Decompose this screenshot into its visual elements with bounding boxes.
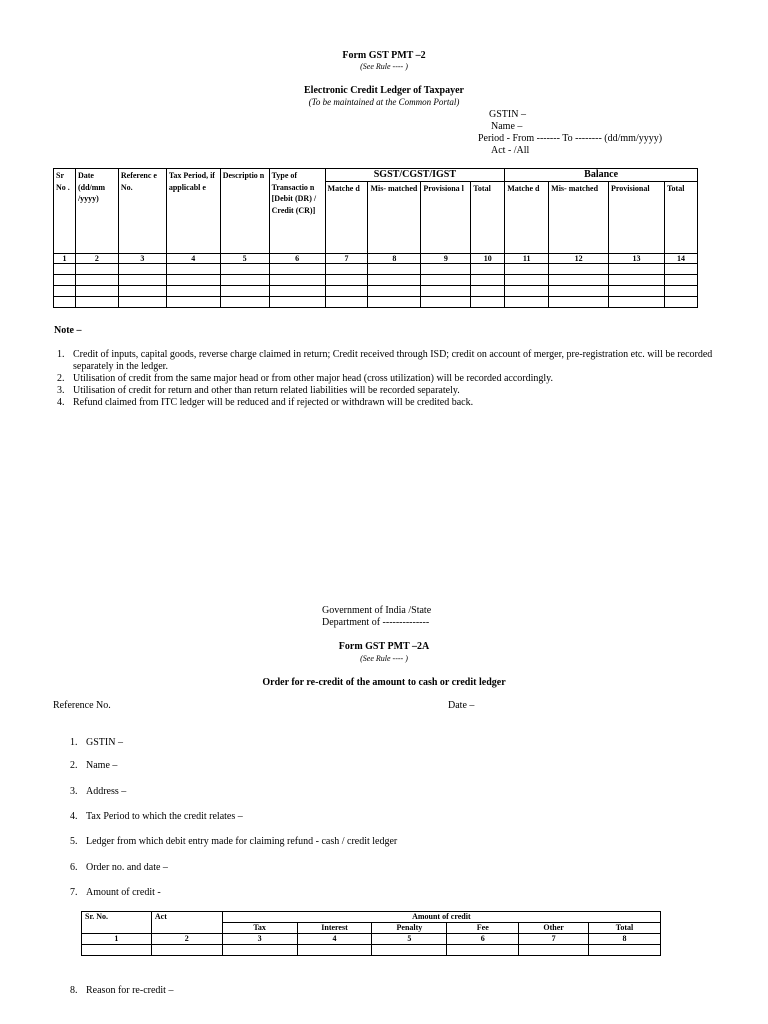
- col-matched: Matche d: [325, 182, 368, 254]
- col-total: Total: [589, 923, 661, 934]
- column-number-row: [82, 934, 661, 945]
- act-label: Act - /All: [491, 145, 530, 156]
- form2-subtitle: Order for re-credit of the amount to cash or credit ledger: [262, 677, 506, 688]
- list-item: 4. Tax Period to which the credit relates –: [70, 811, 243, 822]
- form1-see-rule: (See Rule ---- ): [360, 62, 408, 71]
- list-item: 5. Ledger from which debit entry made for claiming refund - cash / credit ledger: [70, 836, 398, 847]
- form2-see-rule: (See Rule ---- ): [360, 654, 408, 663]
- col-number: 3: [118, 254, 166, 264]
- col-tax-period: Tax Period, if applicabl e: [166, 169, 220, 254]
- col-tax: Tax: [222, 923, 297, 934]
- list-item: 3. Address –: [70, 786, 127, 797]
- table-row: [54, 297, 698, 308]
- table-row: [54, 264, 698, 275]
- form1-subtitle: Electronic Credit Ledger of Taxpayer: [304, 85, 464, 96]
- govt-label: Government of India /State: [322, 605, 432, 616]
- col-balance-total: Total: [664, 182, 697, 254]
- list-item: 1. GSTIN –: [70, 737, 123, 748]
- table-row: [82, 945, 661, 956]
- ledger-table: [53, 168, 698, 308]
- col-balance-provisional: Provisional: [609, 182, 665, 254]
- note-item: 3. Utilisation of credit for return and other than return related liabilities will be recorded separately.: [57, 385, 460, 396]
- col-number: 8: [589, 934, 661, 945]
- note-item: 4. Refund claimed from ITC ledger will be reduced and if rejected or withdrawn will be credited back.: [57, 397, 474, 408]
- col-number: 4: [297, 934, 372, 945]
- col-date: Date (dd/mm /yyyy): [75, 169, 118, 254]
- col-number: 6: [269, 254, 325, 264]
- col-number: 2: [151, 934, 222, 945]
- col-number: 14: [664, 254, 697, 264]
- col-number: 5: [372, 934, 447, 945]
- gstin-label: GSTIN –: [489, 109, 526, 120]
- list-item: 6. Order no. and date –: [70, 862, 168, 873]
- list-item: 8. Reason for re-credit –: [70, 985, 174, 996]
- form2-title: Form GST PMT –2A: [338, 641, 430, 652]
- group-balance: Balance: [505, 169, 698, 182]
- amount-credit-table: [81, 911, 661, 956]
- col-description: Descriptio n: [220, 169, 269, 254]
- period-label: Period - From ------- To -------- (dd/mm/yyyy): [478, 133, 663, 144]
- col-act: Act: [151, 912, 222, 934]
- column-number-row: [54, 254, 698, 264]
- table-row: [54, 286, 698, 297]
- col-number: 4: [166, 254, 220, 264]
- col-transaction-type: Type of Transactio n [Debit (DR) / Credit (CR)]: [269, 169, 325, 254]
- col-sr-no: Sr. No.: [82, 912, 152, 934]
- col-number: 1: [54, 254, 76, 264]
- col-number: 12: [549, 254, 609, 264]
- col-number: 13: [609, 254, 665, 264]
- col-number: 3: [222, 934, 297, 945]
- col-number: 8: [368, 254, 421, 264]
- department-label: Department of --------------: [322, 617, 430, 628]
- col-penalty: Penalty: [372, 923, 447, 934]
- notes-list: [53, 349, 713, 409]
- list-item: 7. Amount of credit -: [70, 887, 161, 898]
- group-sgst-cgst-igst: SGST/CGST/IGST: [325, 169, 505, 182]
- table-row: [54, 275, 698, 286]
- reference-no-label: Reference No.: [53, 700, 111, 711]
- col-reference-no: Referenc e No.: [118, 169, 166, 254]
- col-interest: Interest: [297, 923, 372, 934]
- col-number: 7: [325, 254, 368, 264]
- col-total: Total: [471, 182, 505, 254]
- col-number: 5: [220, 254, 269, 264]
- list-item: 2. Name –: [70, 760, 118, 771]
- col-number: 6: [447, 934, 519, 945]
- group-amount-of-credit: Amount of credit: [222, 912, 660, 923]
- col-number: 1: [82, 934, 152, 945]
- note-item: 2. Utilisation of credit from the same major head or from other major head (cross utilization) will be recorded accordingly.: [57, 373, 554, 384]
- col-mismatched: Mis- matched: [368, 182, 421, 254]
- col-number: 10: [471, 254, 505, 264]
- col-other: Other: [519, 923, 589, 934]
- date-label: Date –: [448, 700, 475, 711]
- col-number: 11: [505, 254, 549, 264]
- form1-title: Form GST PMT –2: [342, 50, 426, 61]
- note-heading: Note –: [54, 325, 82, 336]
- col-number: 2: [75, 254, 118, 264]
- name-label: Name –: [491, 121, 523, 132]
- col-fee: Fee: [447, 923, 519, 934]
- form1-maintained-note: (To be maintained at the Common Portal): [308, 97, 460, 107]
- col-sr-no: Sr No .: [54, 169, 76, 254]
- col-balance-mismatched: Mis- matched: [549, 182, 609, 254]
- note-item: 1. Credit of inputs, capital goods, reverse charge claimed in return; Credit received through ISD; credit on account of merger, pre-registration etc. will be recorded separately in the ledger.: [57, 349, 713, 372]
- col-balance-matched: Matche d: [505, 182, 549, 254]
- col-provisional: Provisiona l: [421, 182, 471, 254]
- col-number: 9: [421, 254, 471, 264]
- col-number: 7: [519, 934, 589, 945]
